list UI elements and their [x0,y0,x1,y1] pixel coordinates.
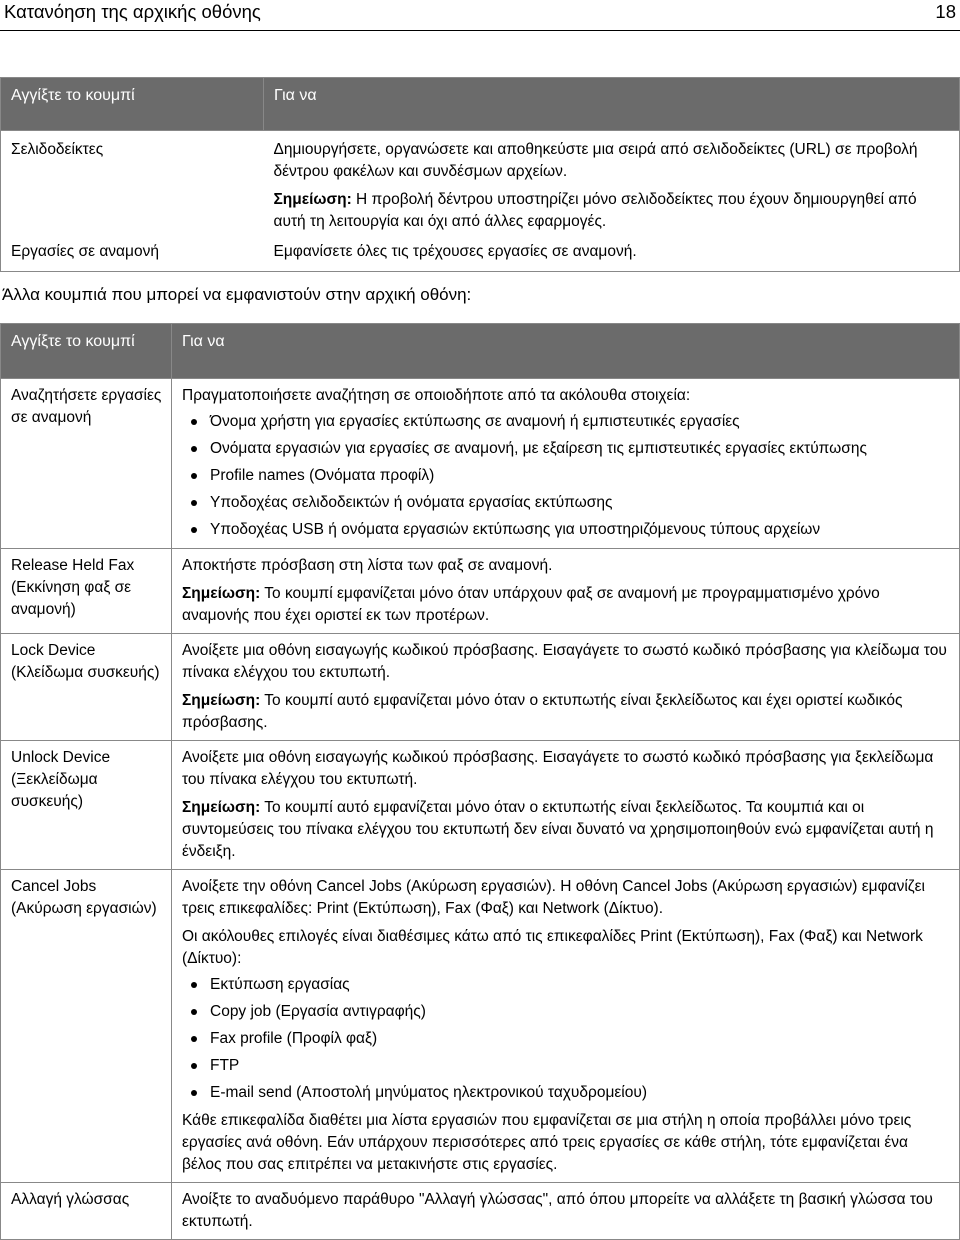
page-header [4,0,956,26]
row-description: Ανοίξτε το αναδυόμενο παράθυρο "Αλλαγή γλώσσας", από όπου μπορείτε να αλλάξετε τη βασική γλώσσα του εκτυπωτή. [182,1191,933,1230]
list-item: Εκτύπωση εργασίας [182,974,949,996]
table-row [1,239,960,272]
header-rule [0,30,960,31]
page-number: 18 [935,1,956,22]
table-row [1,549,960,634]
row-description: Ανοίξετε μια οθόνη εισαγωγής κωδικού πρόσβασης. Εισαγάγετε το σωστό κωδικό πρόσβασης για ξεκλείδωμα του πίνακα ελέγχου του εκτυπωτή. [182,749,934,788]
note-text: Η προβολή δέντρου υποστηρίζει μόνο σελιδοδείκτες που έχουν δημιουργηθεί από αυτή τη λειτουργία και όχι από άλλες εφαρμογές. [273,191,917,230]
row-note [274,189,950,233]
column-header-button: Αγγίξτε το κουμπί [1,324,172,379]
note-label: Σημείωση: [182,692,261,709]
button-name-cancel-jobs: Cancel Jobs (Ακύρωση εργασιών) [1,870,172,1183]
list-item: Υποδοχέας σελιδοδεικτών ή ονόματα εργασίας εκτύπωσης [182,492,949,514]
row-description: Αποκτήστε πρόσβαση στη λίστα των φαξ σε αναμονή. [182,557,553,574]
table-header-row [1,324,960,379]
button-name-search-held-jobs: Αναζητήσετε εργασίες σε αναμονή [1,379,172,549]
button-name-release-held-fax: Release Held Fax (Εκκίνηση φαξ σε αναμονή) [1,549,172,634]
list-item: Όνομα χρήστη για εργασίες εκτύπωσης σε αναμονή ή εμπιστευτικές εργασίες [182,411,949,433]
row-description: Οι ακόλουθες επιλογές είναι διαθέσιμες κάτω από τις επικεφαλίδες Print (Εκτύπωση), Fax (Φαξ) και Network (Δίκτυο): [182,928,923,967]
button-name-lock-device: Lock Device (Κλείδωμα συσκευής) [1,634,172,741]
row-note [182,583,949,627]
table-row [1,870,960,1183]
row-description: Πραγματοποιήσετε αναζήτηση σε οποιοδήποτε από τα ακόλουθα στοιχεία: [182,387,691,404]
note-text: Το κουμπί αυτό εμφανίζεται μόνο όταν ο εκτυπωτής είναι ξεκλείδωτος. Τα κουμπιά και οι συντομεύσεις του πίνακα ελέγχου του εκτυπωτή δεν είναι δυνατό να χρησιμοποιηθούν ενώ εμφανίζεται αυτή η ένδειξη. [182,799,934,860]
table-header-row [1,78,960,131]
column-header-purpose: Για να [264,78,960,131]
table-row [1,1183,960,1240]
list-item: FTP [182,1055,949,1077]
note-label: Σημείωση: [273,191,352,208]
row-description: Δημιουργήσετε, οργανώσετε και αποθηκεύστε μια σειρά από σελιδοδείκτες (URL) σε προβολή δέντρου φακέλων και συνδέσμων αρχείων. [273,141,918,180]
list-item: Profile names (Ονόματα προφίλ) [182,465,949,487]
list-item: Ονόματα εργασιών για εργασίες σε αναμονή, με εξαίρεση τις εμπιστευτικές εργασίες εκτύπωσης [182,438,949,460]
row-description: Ανοίξετε μια οθόνη εισαγωγής κωδικού πρόσβασης. Εισαγάγετε το σωστό κωδικό πρόσβασης για κλείδωμα του πίνακα ελέγχου του εκτυπωτή. [182,642,947,681]
column-header-purpose: Για να [172,324,960,379]
list-item: Copy job (Εργασία αντιγραφής) [182,1001,949,1023]
table-row [1,379,960,549]
table-row [1,131,960,240]
note-text: Το κουμπί αυτό εμφανίζεται μόνο όταν ο εκτυπωτής είναι ξεκλείδωτος και έχει οριστεί κωδικός πρόσβασης. [182,692,903,731]
note-text: Το κουμπί εμφανίζεται μόνο όταν υπάρχουν φαξ σε αναμονή με προγραμματισμένο χρόνο αναμονής που έχει οριστεί εκ των προτέρων. [182,585,880,624]
list-item: E-mail send (Αποστολή μηνύματος ηλεκτρονικού ταχυδρομείου) [182,1082,949,1104]
table-row [1,741,960,870]
button-name-bookmarks: Σελιδοδείκτες [1,131,264,240]
row-note [182,797,949,863]
section-heading: Άλλα κουμπιά που μπορεί να εμφανιστούν στην αρχική οθόνη: [2,285,472,304]
column-header-button: Αγγίξτε το κουμπί [1,78,264,131]
list-item: Fax profile (Προφίλ φαξ) [182,1028,949,1050]
row-description: Ανοίξετε την οθόνη Cancel Jobs (Ακύρωση εργασιών). Η οθόνη Cancel Jobs (Ακύρωση εργασιών) εμφανίζει τρεις επικεφαλίδες: Print (Εκτύπωση), Fax (Φαξ) και Network (Δίκτυο). [182,878,925,917]
page-title: Κατανόηση της αρχικής οθόνης [4,1,261,22]
row-description: Κάθε επικεφαλίδα διαθέτει μια λίστα εργασιών που εμφανίζεται σε μια στήλη η οποία προβάλλει μόνο τρεις εργασίες ανά οθόνη. Εάν υπάρχουν περισσότερες από τρεις εργασίες σε κάθε στήλη, τότε εμφανίζεται ένα βέλος που σας επιτρέπει να μετακινήστε στις εργασίες. [182,1112,912,1173]
row-description: Εμφανίσετε όλες τις τρέχουσες εργασίες σε αναμονή. [273,243,637,260]
list-item: Υποδοχέας USB ή ονόματα εργασιών εκτύπωσης για υποστηριζόμενους τύπους αρχείων [182,519,949,541]
search-options-list [182,411,949,541]
cancel-options-list [182,974,949,1104]
button-name-unlock-device: Unlock Device (Ξεκλείδωμα συσκευής) [1,741,172,870]
table-row [1,634,960,741]
other-buttons-table [0,323,960,1240]
button-name-change-language: Αλλαγή γλώσσας [1,1183,172,1240]
row-note [182,690,949,734]
button-name-held-jobs: Εργασίες σε αναμονή [1,239,264,272]
note-label: Σημείωση: [182,799,261,816]
home-buttons-table [0,77,960,272]
note-label: Σημείωση: [182,585,261,602]
